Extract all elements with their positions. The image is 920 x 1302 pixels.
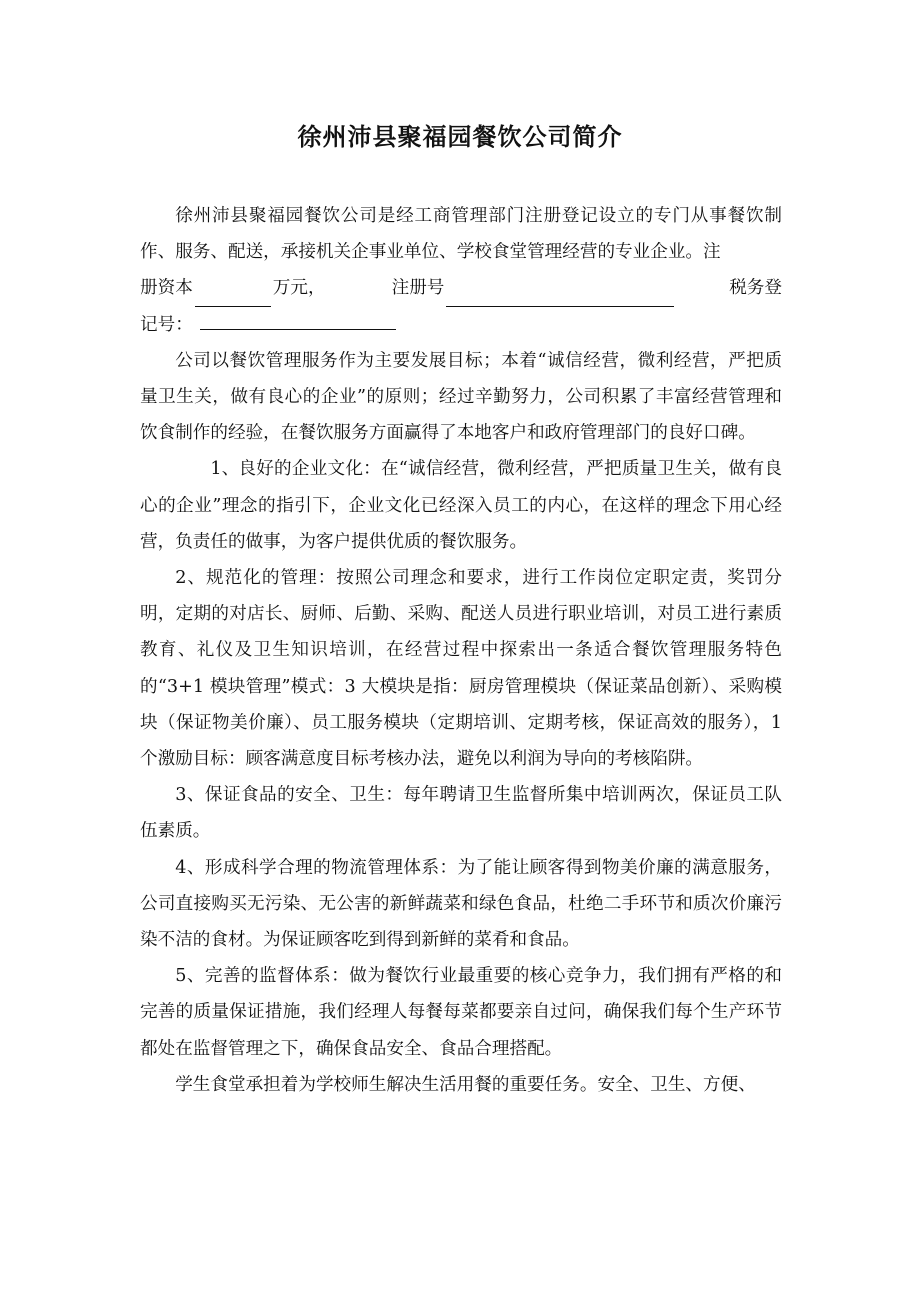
document-body [140,198,782,1103]
tax-line [140,307,782,343]
reg-no-label: 注册号 [391,278,445,299]
item-5-number: 5、 [175,966,205,987]
document-title: 徐州沛县聚福园餐饮公司简介 [297,122,623,151]
item-2-number: 2、 [175,568,207,589]
registration-line [140,270,782,306]
item-5 [140,958,782,1067]
item-3 [140,777,782,849]
capital-unit: 万元， [272,278,326,299]
tax-label-part2: 记号： [140,314,193,335]
item-2 [140,560,782,777]
tax-label-part1: 税务登 [729,278,782,299]
capital-blank [195,288,271,307]
item-4-text: 形成科学合理的物流管理体系：为了能让顾客得到物美价廉的满意服务，公司直接购买无污染、无公害的新鲜蔬菜和绿色食品，杜绝二手环节和质次价廉污染不洁的食材。为保证顾客吃到得到新鲜的菜肴和食品。 [140,857,782,951]
item-4-number: 4、 [175,857,205,878]
item-1-text: 良好的企业文化：在“诚信经营，微利经营，严把质量卫生关，做有良心的企业”理念的指引下，企业文化已经深入员工的内心，在这样的理念下用心经营，负责任的做事，为客户提供优质的餐饮服务。 [140,459,782,552]
item-2-text: 规范化的管理：按照公司理念和要求，进行工作岗位定职定责，奖罚分明，定期的对店长、厨师、后勤、采购、配送人员进行职业培训，对员工进行素质教育、礼仪及卫生知识培训，在经营过程中探索出一条适合餐饮管理服务特色的“3+1 模块管理”模式：3 大模块是指：厨房管理模块（保证菜品创新）、采购模块（保证物美价廉）、员工服务模块（定期培训、定期考核，保证高效的服务），1 个激励目标：顾客满意度目标考核办法，避免以利润为导向的考核陷阱。 [140,568,782,770]
item-3-text: 保证食品的安全、卫生：每年聘请卫生监督所集中培训两次，保证员工队伍素质。 [140,785,782,842]
goal-paragraph: 公司以餐饮管理服务作为主要发展目标；本着“诚信经营，微利经营，严把质量卫生关，做有良心的企业”的原则；经过辛勤努力，公司积累了丰富经营管理和饮食制作的经验，在餐饮服务方面赢得了本地客户和政府管理部门的良好口碑。 [140,350,782,444]
item-3-number: 3、 [175,785,205,806]
item-1 [140,451,782,560]
closing-paragraph: 学生食堂承担着为学校师生解决生活用餐的重要任务。安全、卫生、方便、 [175,1074,756,1095]
capital-label: 册资本 [140,278,193,299]
item-1-number: 1、 [210,459,240,480]
reg-no-blank [446,288,674,307]
item-4 [140,850,782,959]
intro-paragraph: 徐州沛县聚福园餐饮公司是经工商管理部门注册登记设立的专门从事餐饮制作、服务、配送，承接机关企事业单位、学校食堂管理经营的专业企业。注 [140,206,782,263]
item-5-text: 完善的监督体系：做为餐饮行业最重要的核心竞争力，我们拥有严格的和完善的质量保证措施，我们经理人每餐每菜都要亲自过问，确保我们每个生产环节都处在监督管理之下，确保食品安全、食品合理搭配。 [140,966,782,1059]
tax-no-blank [200,311,396,330]
